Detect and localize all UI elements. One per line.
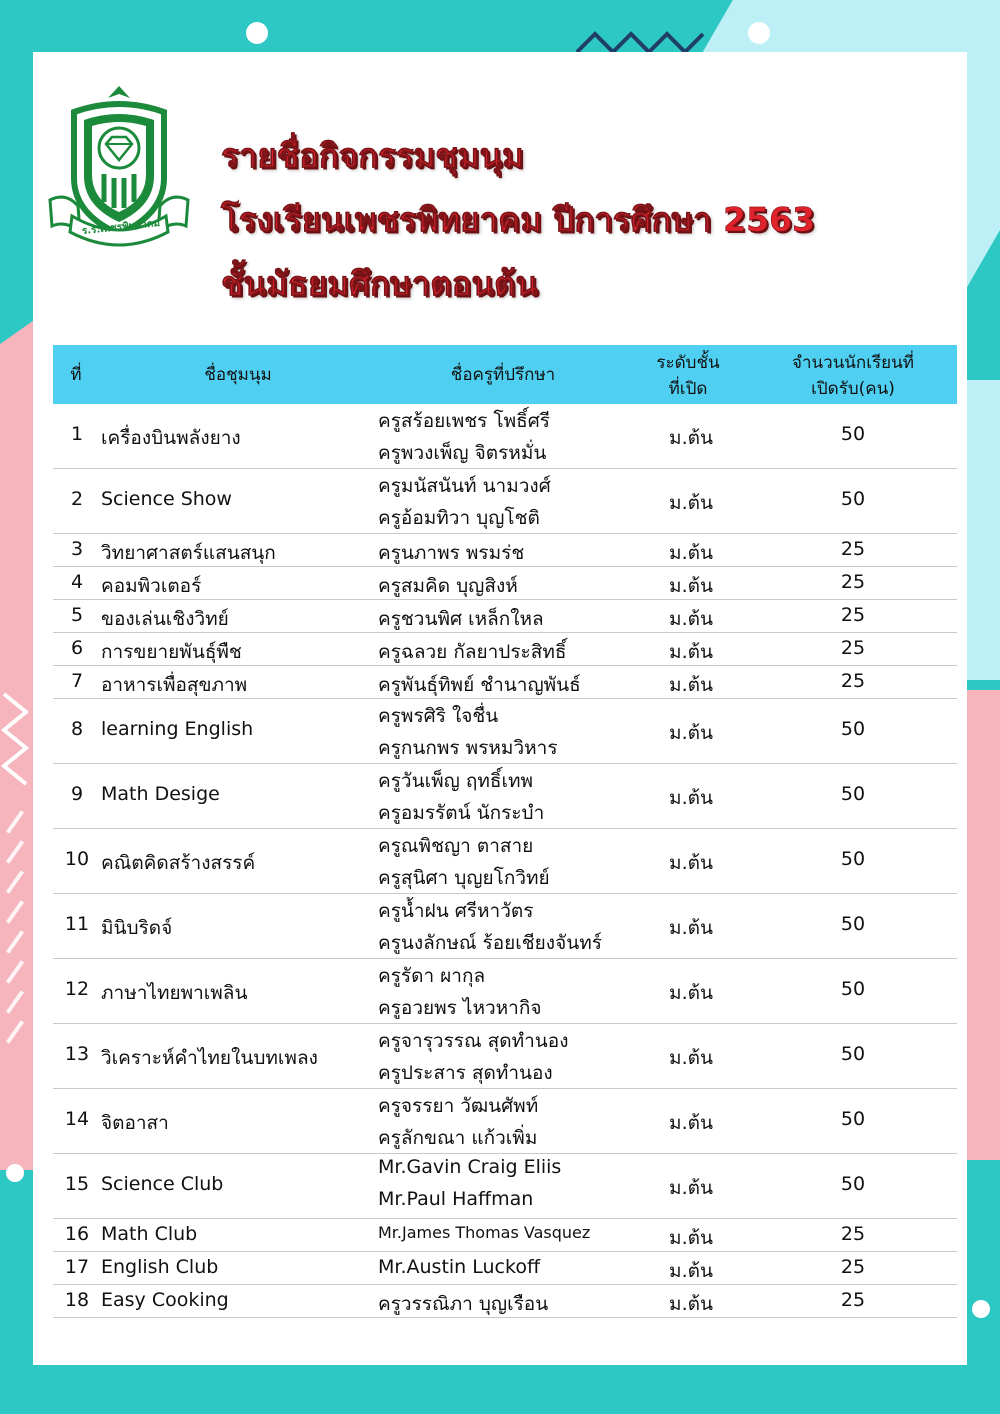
row-number: 8 (70, 718, 84, 740)
advisor-name: ครูพันธุ์ทิพย์ ชำนาญพันธ์ (378, 674, 581, 696)
header-level-line1: ระดับชั้น (656, 353, 720, 373)
table-row (53, 894, 957, 959)
grade-level: ม.ต้น (669, 722, 713, 744)
advisor-name: ครูณพิชญา ตาสาย (378, 835, 534, 857)
grade-level: ม.ต้น (669, 542, 713, 564)
zigzag-decoration (0, 690, 32, 800)
student-capacity: 25 (840, 571, 866, 593)
grade-level: ม.ต้น (669, 1293, 713, 1315)
grade-level: ม.ต้น (669, 1260, 713, 1282)
student-capacity: 25 (840, 637, 866, 659)
table-row (53, 534, 957, 567)
row-number: 3 (70, 538, 84, 560)
student-capacity: 50 (840, 848, 866, 870)
title-line-3: ชั้นมัธยมศึกษาตอนต้น (221, 264, 538, 303)
grade-level: ม.ต้น (669, 852, 713, 874)
table-row (53, 1089, 957, 1154)
advisor-name: Mr.James Thomas Vasquez (378, 1223, 591, 1242)
row-number: 14 (64, 1108, 90, 1130)
club-name: จิตอาสา (101, 1112, 169, 1134)
advisor-name: ครูวันเพ็ญ ฤทธิ์เทพ (378, 770, 533, 792)
advisor-name: ครูสุนิศา บุญยโกวิทย์ (378, 867, 550, 889)
advisor-name: Mr.Paul Haffman (378, 1188, 534, 1210)
student-capacity: 50 (840, 783, 866, 805)
header-level (633, 350, 743, 402)
table-header (53, 345, 957, 404)
advisor-name: ครูกนกพร พรหมวิหาร (378, 737, 558, 759)
document-card (33, 52, 967, 1365)
decor-dot (6, 1164, 24, 1182)
advisor-name: Mr.Gavin Craig Eliis (378, 1156, 562, 1178)
advisor-name: ครูพรศิริ ใจชื่น (378, 705, 499, 727)
table-row (53, 764, 957, 829)
student-capacity: 25 (840, 1223, 866, 1245)
advisor-name: ครูน้ำฝน ศรีหาวัตร (378, 900, 534, 922)
advisor-name: ครูอมรรัตน์ นักระบำ (378, 802, 545, 824)
club-name: Science Show (101, 488, 232, 510)
club-name: ของเล่นเชิงวิทย์ (101, 608, 229, 630)
grade-level: ม.ต้น (669, 1112, 713, 1134)
row-number: 9 (70, 783, 84, 805)
header-no: ที่ (70, 365, 82, 385)
logo-caption: ร.ร.เพชรพิทยาคม (81, 217, 161, 238)
table-row (53, 959, 957, 1024)
title-line-1: รายชื่อกิจกรรมชุมนุม (221, 136, 524, 175)
row-number: 5 (70, 604, 84, 626)
student-capacity: 25 (840, 670, 866, 692)
grade-level: ม.ต้น (669, 575, 713, 597)
title-line-2: โรงเรียนเพชรพิทยาคม ปีการศึกษา 2563 (221, 200, 816, 239)
table-row (53, 469, 957, 534)
student-capacity: 25 (840, 604, 866, 626)
row-number: 12 (64, 978, 90, 1000)
grade-level: ม.ต้น (669, 492, 713, 514)
header-count-line1: จำนวนนักเรียนที่ (792, 353, 914, 373)
grade-level: ม.ต้น (669, 917, 713, 939)
table-row (53, 567, 957, 600)
advisor-name: ครูพวงเพ็ญ จิตรหมั่น (378, 442, 547, 464)
table-row (53, 699, 957, 764)
grade-level: ม.ต้น (669, 787, 713, 809)
club-name: เครื่องบินพลังยาง (101, 427, 241, 449)
table-row (53, 829, 957, 894)
student-capacity: 50 (840, 488, 866, 510)
advisor-name: ครูประสาร สุดทำนอง (378, 1062, 553, 1084)
advisor-name: ครูจรรยา วัฒนศัพท์ (378, 1095, 539, 1117)
grade-level: ม.ต้น (669, 1227, 713, 1249)
grade-level: ม.ต้น (669, 608, 713, 630)
header-level-line2: ที่เปิด (668, 379, 708, 399)
grade-level: ม.ต้น (669, 427, 713, 449)
club-name: การขยายพันธุ์พืช (101, 641, 242, 663)
club-name: วิทยาศาสตร์แสนสนุก (101, 542, 276, 564)
club-name: English Club (101, 1256, 219, 1278)
row-number: 16 (64, 1223, 90, 1245)
student-capacity: 50 (840, 913, 866, 935)
club-name: Science Club (101, 1173, 224, 1195)
row-number: 18 (64, 1289, 90, 1311)
advisor-name: Mr.Austin Luckoff (378, 1256, 541, 1278)
header-count (763, 350, 943, 402)
row-number: 11 (64, 913, 90, 935)
table-row (53, 404, 957, 469)
advisor-name: ครูสมคิด บุญสิงห์ (378, 575, 518, 597)
table-body (53, 404, 957, 1318)
grade-level: ม.ต้น (669, 641, 713, 663)
advisor-name: ครูชวนพิศ เหล็กใหล (378, 608, 544, 630)
student-capacity: 50 (840, 978, 866, 1000)
club-table (53, 345, 957, 1318)
row-number: 13 (64, 1043, 90, 1065)
advisor-name: ครูรัดา ผากุล (378, 965, 486, 987)
table-row (53, 1154, 957, 1219)
student-capacity: 25 (840, 1289, 866, 1311)
student-capacity: 50 (840, 1043, 866, 1065)
document-title (221, 124, 815, 316)
decor-dot (246, 22, 268, 44)
table-row (53, 1219, 957, 1252)
club-name: Math Desige (101, 783, 220, 805)
table-row (53, 666, 957, 699)
student-capacity: 25 (840, 538, 866, 560)
advisor-name: ครูอ้อมทิวา บุญโชติ (378, 507, 540, 529)
club-name: Math Club (101, 1223, 198, 1245)
table-row (53, 1252, 957, 1285)
advisor-name: ครูวรรณิภา บุญเรือน (378, 1293, 549, 1315)
club-name: Easy Cooking (101, 1289, 229, 1311)
row-number: 17 (64, 1256, 90, 1278)
row-number: 10 (64, 848, 90, 870)
table-row (53, 1285, 957, 1318)
advisor-name: ครูนงลักษณ์ ร้อยเชียงจันทร์ (378, 932, 602, 954)
row-number: 4 (70, 571, 84, 593)
table-row (53, 600, 957, 633)
club-name: คณิตคิดสร้างสรรค์ (101, 852, 256, 874)
advisor-name: ครูมนัสนันท์ นามวงศ์ (378, 475, 551, 497)
header-teacher: ชื่อครูที่ปรึกษา (450, 365, 556, 385)
row-number: 6 (70, 637, 84, 659)
grade-level: ม.ต้น (669, 982, 713, 1004)
header-count-line2: เปิดรับ(คน) (811, 379, 895, 399)
student-capacity: 50 (840, 718, 866, 740)
club-name: มินิบริดจ์ (101, 917, 173, 939)
student-capacity: 25 (840, 1256, 866, 1278)
advisor-name: ครูนภาพร พรมร่ช (378, 542, 525, 564)
row-number: 1 (70, 423, 84, 445)
decor-dot (972, 1300, 990, 1318)
advisor-name: ครูสร้อยเพชร โพธิ์ศรี (378, 410, 551, 432)
header-club: ชื่อชุมนุม (204, 365, 272, 385)
student-capacity: 50 (840, 1108, 866, 1130)
club-name: อาหารเพื่อสุขภาพ (101, 674, 248, 696)
club-name: คอมพิวเตอร์ (101, 575, 202, 597)
table-row (53, 1024, 957, 1089)
student-capacity: 50 (840, 423, 866, 445)
grade-level: ม.ต้น (669, 1177, 713, 1199)
grade-level: ม.ต้น (669, 674, 713, 696)
row-number: 2 (70, 488, 84, 510)
grade-level: ม.ต้น (669, 1047, 713, 1069)
club-name: learning English (101, 718, 254, 740)
student-capacity: 50 (840, 1173, 866, 1195)
row-number: 7 (70, 670, 84, 692)
decor-dot (748, 22, 770, 44)
club-name: ภาษาไทยพาเพลิน (101, 982, 248, 1004)
advisor-name: ครูจารุวรรณ สุดทำนอง (378, 1030, 569, 1052)
advisor-name: ครูลักขณา แก้วเพิ่ม (378, 1127, 538, 1149)
table-row (53, 633, 957, 666)
advisor-name: ครูอวยพร ไหวหากิจ (378, 997, 542, 1019)
row-number: 15 (64, 1173, 90, 1195)
advisor-name: ครูฉลวย กัลยาประสิทธิ์ (378, 641, 567, 663)
club-name: วิเคราะห์คำไทยในบทเพลง (101, 1047, 318, 1069)
